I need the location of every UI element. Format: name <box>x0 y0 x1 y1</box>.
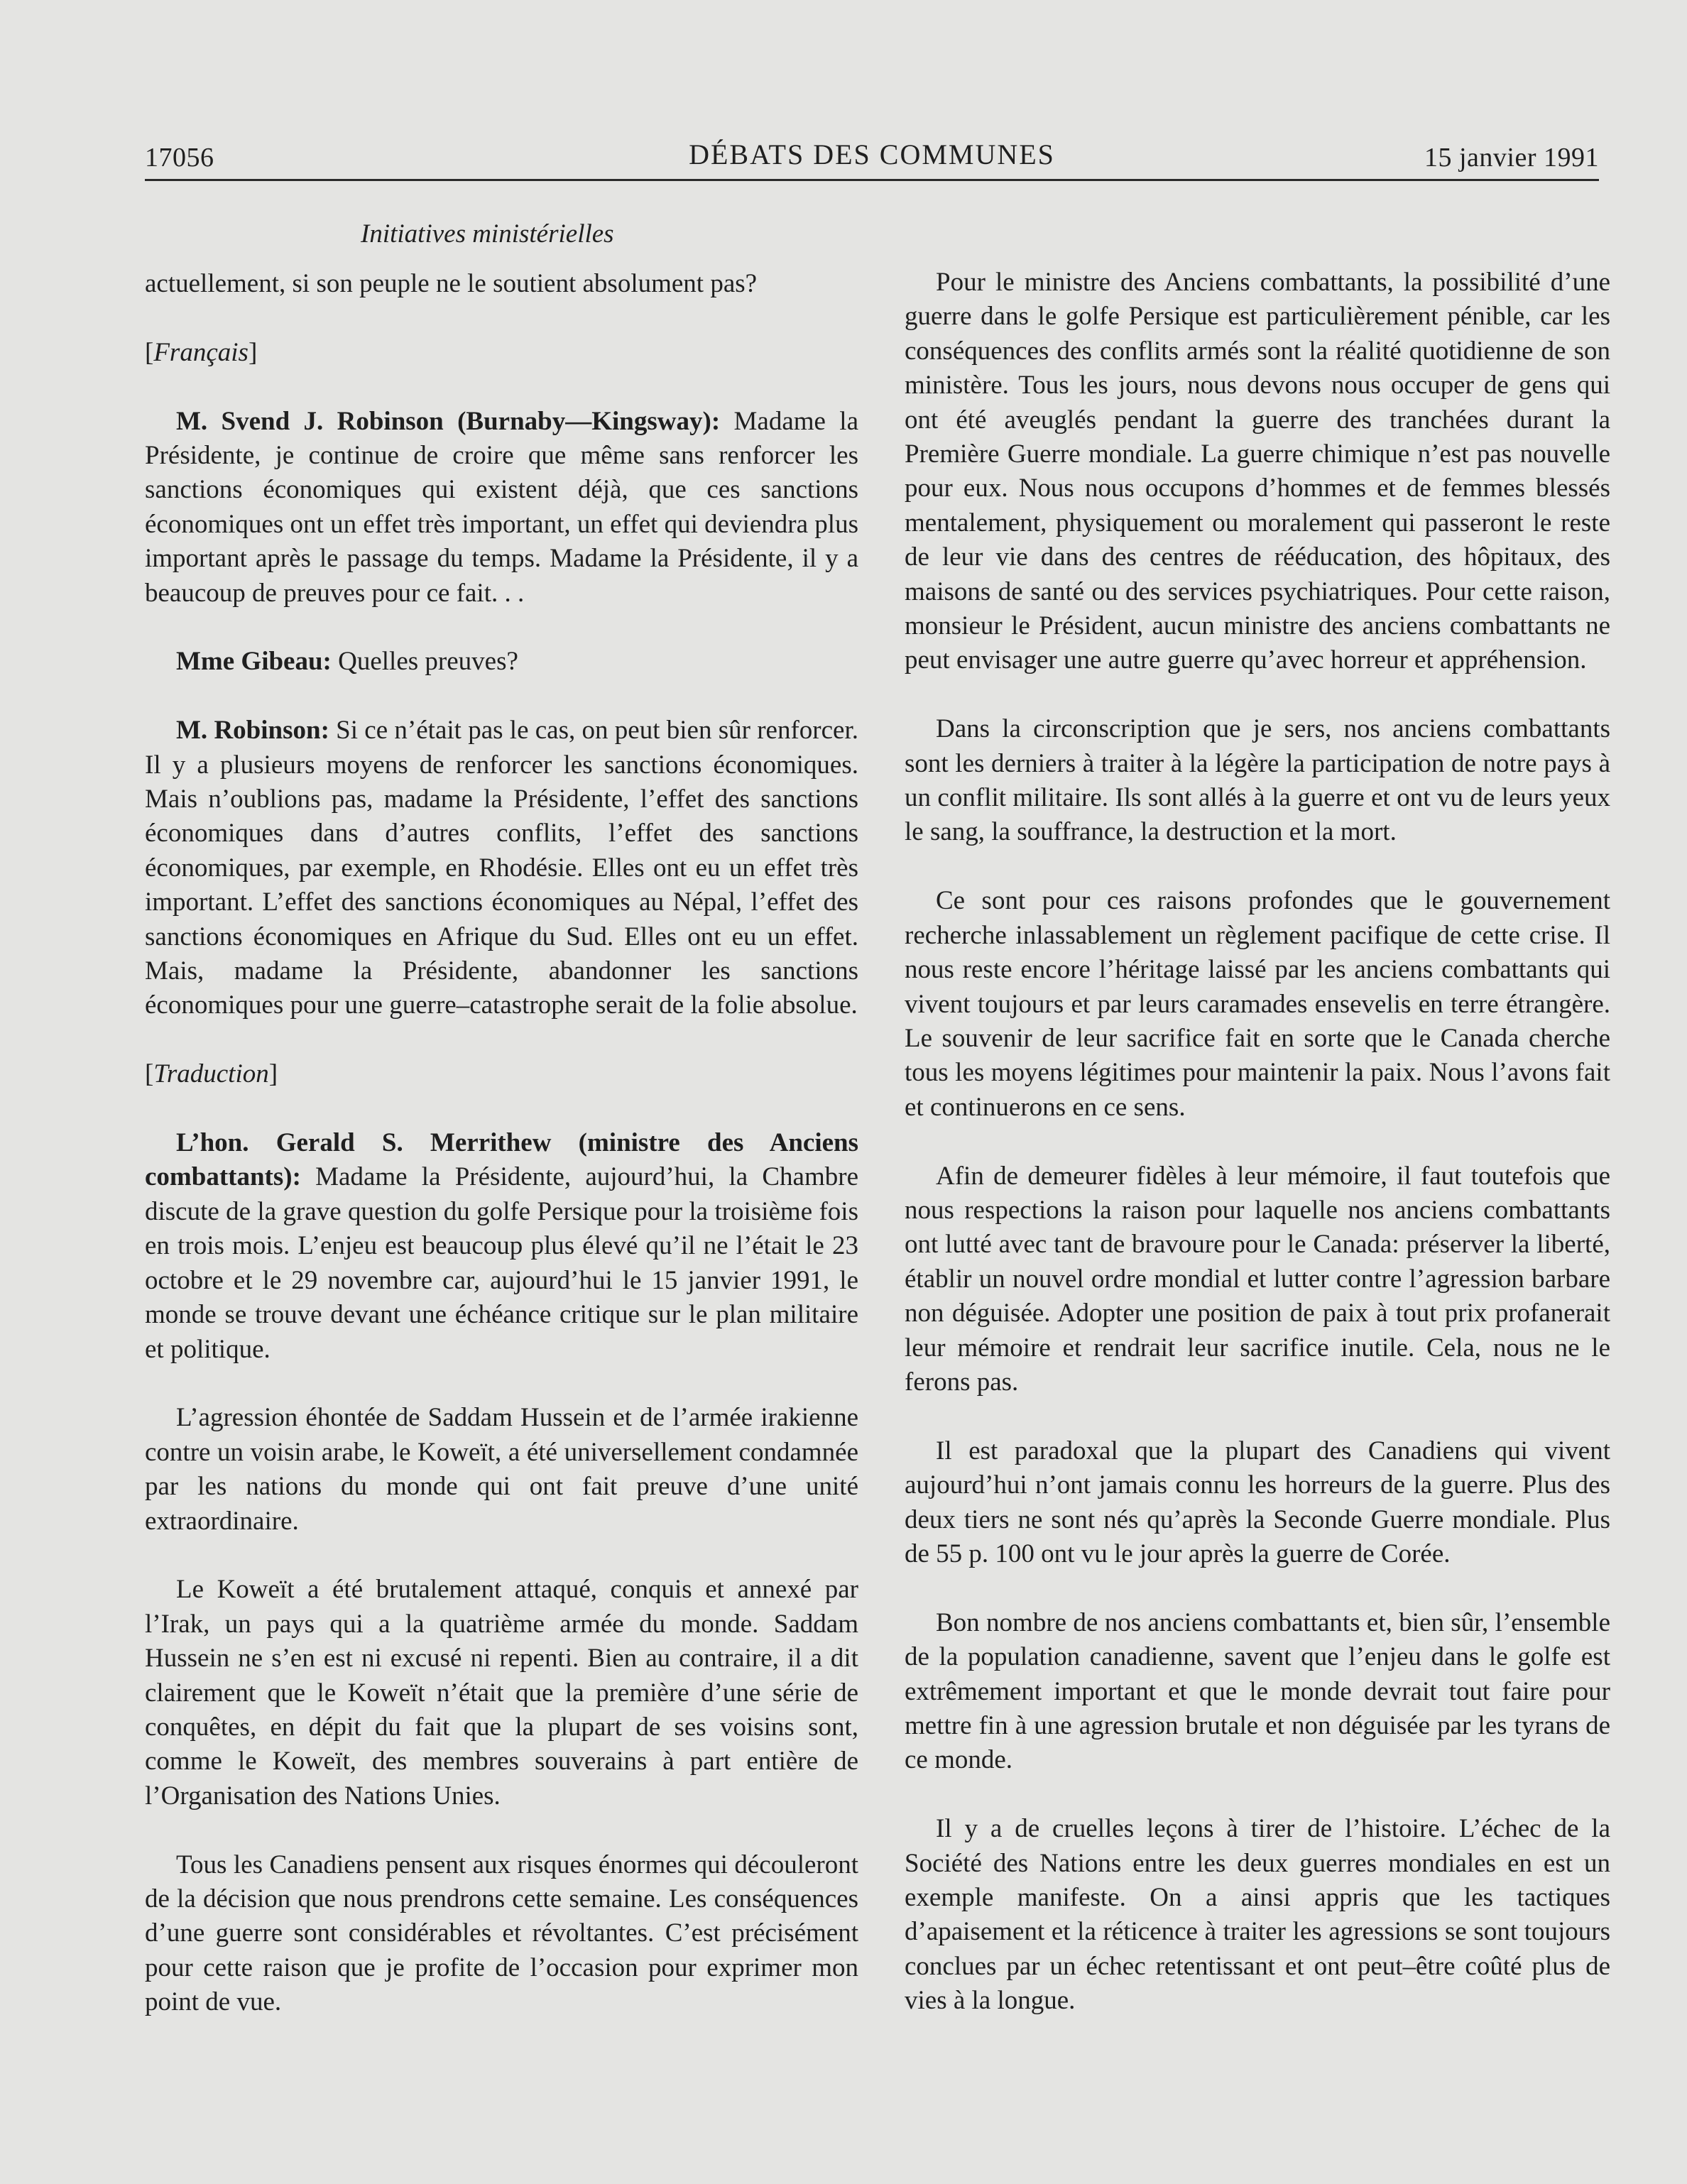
speaker-name: L’hon. Gerald S. Merrithew (ministre des Anciens combattants): <box>145 1128 858 1192</box>
paragraph: L’agression éhontée de Saddam Hussein et de l’armée irakienne contre un voisin arabe, le Koweït, a été universellement condamnée par les nations du monde qui ont fait preuve d’une unité extraordinaire. <box>145 1403 858 1536</box>
speaker-name: M. Svend J. Robinson (Burnaby—Kingsway): <box>176 406 721 436</box>
page-number: 17056 <box>145 143 214 173</box>
paragraph-text: Quelles preuves? <box>331 647 518 677</box>
language-tag-text: Français <box>153 337 249 367</box>
paragraph: Tous les Canadiens pensent aux risques énormes qui découleront de la décision que nous prendrons cette semaine. Les conséquences d’une guerre sont considérables et révoltantes. C’est précisément pour cette raison que je profite de l’occasion pour exprimer mon point de vue. <box>145 1850 858 2017</box>
journal-title: DÉBATS DES COMMUNES <box>689 138 1055 170</box>
paragraph <box>145 405 858 611</box>
paragraph <box>145 267 858 301</box>
language-tag-text: Traduction <box>153 1059 269 1089</box>
header-date: 15 janvier 1991 <box>1424 143 1599 173</box>
left-column <box>145 267 858 2054</box>
paragraph: Bon nombre de nos anciens combattants et, bien sûr, l’ensemble de la population canadienne, savent que l’enjeu dans le golfe est extrêmement important et que le monde devrait tout faire pour mettre fin à une agression brutale et non déguisée par les tyrans de ce monde. <box>905 1607 1610 1775</box>
section-title: Initiatives ministérielles <box>361 219 614 249</box>
paragraph-text: Si ce n’était pas le cas, on peut bien sûr renforcer. Il y a plusieurs moyens de renforcer les sanctions économiques. Mais n’oublions pas, madame la Présidente, l’effet des sanctions économiques dans d’autres conflits, l’effet des sanctions économiques, par exemple, en Rhodésie. Elles ont eu un effet très important. L’effet des sanctions économiques au Népal, l’effet des sanctions économiques en Afrique du Sud. Elles ont eu un effet. Mais, madame la Présidente, abandonner les sanctions économiques pour une guerre–catastrophe serait de la folie absolue. <box>145 716 858 1020</box>
language-tag: [Français] <box>145 337 258 367</box>
paragraph: Dans la circonscription que je sers, nos anciens combattants sont les derniers à traiter à la légère la participation de notre pays à un conflit militaire. Ils sont allés à la guerre et ont vu de leurs yeux le sang, la souffrance, la destruction et la mort. <box>905 714 1610 847</box>
paragraph-text: Madame la Présidente, aujourd’hui, la Chambre discute de la grave question du golfe Persique pour la troisième fois en trois mois. L’enjeu est beaucoup plus élevé qu’il ne l’était le 23 octobre et le 29 novembre car, aujourd’hui le 15 janvier 1991, le monde se trouve devant une échéance critique sur le plan militaire et politique. <box>145 1162 858 1364</box>
language-tag: [Traduction] <box>145 1059 278 1089</box>
header-rule <box>145 179 1599 181</box>
speaker-name: Mme Gibeau: <box>176 647 332 677</box>
paragraph: Il est paradoxal que la plupart des Canadiens qui vivent aujourd’hui n’ont jamais connu les horreurs de la guerre. Plus des deux tiers ne sont nés qu’après la Seconde Guerre mondiale. Plus de 55 p. 100 ont vu le jour après la guerre de Corée. <box>905 1436 1610 1568</box>
paragraph: Ce sont pour ces raisons profondes que le gouvernement recherche inlassablement un règlement pacifique de cette crise. Il nous reste encore l’héritage laissé par les anciens combattants qui vivent toujours et par leurs caramades ensevelis en terre étrangère. Le souvenir de leur sacrifice fait en sorte que le Canada cherche tous les moyens légitimes pour maintenir la paix. Nous l’avons fait et continuerons en ce sens. <box>905 886 1610 1122</box>
paragraph: Il y a de cruelles leçons à tirer de l’histoire. L’échec de la Société des Nations entre les deux guerres mondiales en est un exemple manifeste. On a ainsi appris que les tactiques d’apaisement et la réticence à traiter les agressions se sont toujours conclues par un échec retentissant et ont peut–être coûté plus de vies à la longue. <box>905 1814 1610 2016</box>
speaker-name: M. Robinson: <box>176 716 329 746</box>
paragraph: Le Koweït a été brutalement attaqué, conquis et annexé par l’Irak, un pays qui a la quatrième armée du monde. Saddam Hussein ne s’en est ni excusé ni repenti. Bien au contraire, il a dit clairement que le Koweït n’était que la première d’une série de conquêtes, en dépit du fait que la plupart de ses voisins sont, comme le Koweït, des membres souverains à part entière de l’Organisation des Nations Unies. <box>145 1575 858 1811</box>
paragraph <box>145 1126 858 1367</box>
paragraph-text: actuellement, si son peuple ne le soutient absolument pas? <box>145 269 758 298</box>
paragraph: Afin de demeurer fidèles à leur mémoire, il faut toutefois que nous respections la raison pour laquelle nos anciens combattants ont lutté avec tant de bravoure pour le Canada: préserver la liberté, établir un nouvel ordre mondial et lutter contre l’agression barbare non déguisée. Adopter une position de paix à tout prix profanerait leur mémoire et rendrait leur sacrifice inutile. Cela, nous ne le ferons pas. <box>905 1161 1610 1397</box>
right-column <box>905 266 1610 2053</box>
paragraph-text: Madame la Présidente, je continue de croire que même sans renforcer les sanctions économiques qui existent déjà, que ces sanctions économiques ont un effet très important, un effet qui deviendra plus important après le passage du temps. Madame la Présidente, il y a beaucoup de preuves pour ce fait. . . <box>145 406 858 608</box>
page-header <box>145 135 1599 178</box>
paragraph: Pour le ministre des Anciens combattants, la possibilité d’une guerre dans le golfe Persique est particulièrement pénible, car les conséquences des conflits armés sont la réalité quotidienne de son ministère. Tous les jours, nous devons nous occuper de gens qui ont été aveuglés pendant la guerre des tranchées durant la Première Guerre mondiale. La guerre chimique n’est pas nouvelle pour eux. Nous nous occupons d’hommes et de femmes blessés mentalement, physiquement ou moralement qui passeront le reste de leur vie dans des centres de rééducation, des hôpitaux, des maisons de santé ou des services psychiatriques. Pour cette raison, monsieur le Président, aucun ministre des anciens combattants ne peut envisager une autre guerre qu’avec horreur et appréhension. <box>905 268 1610 675</box>
paragraph <box>145 714 858 1023</box>
paragraph <box>145 645 858 679</box>
